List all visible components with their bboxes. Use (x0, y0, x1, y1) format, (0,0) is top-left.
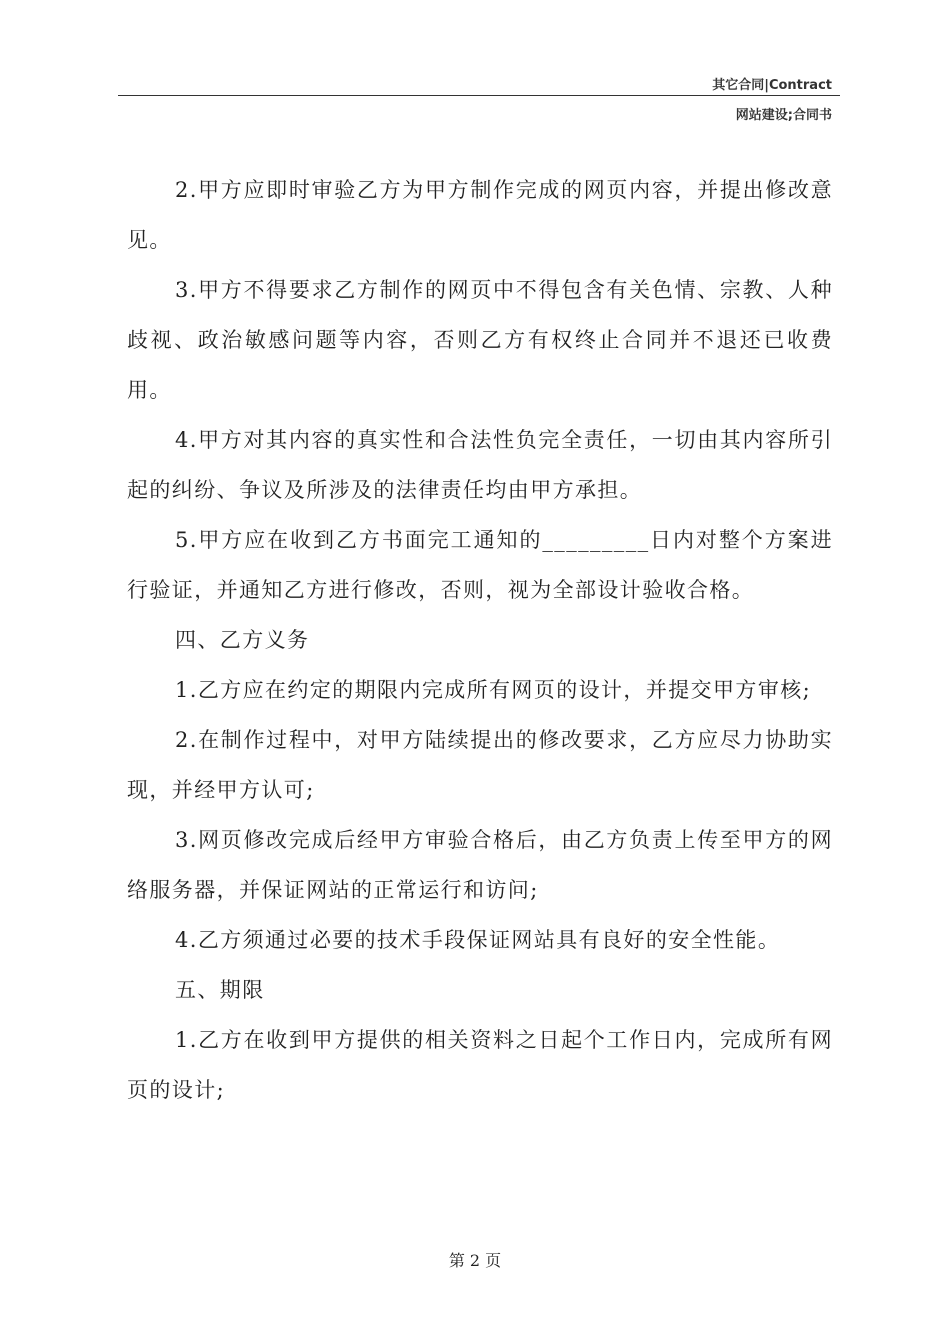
paragraph-clause-3: 3.甲方不得要求乙方制作的网页中不得包含有关色情、宗教、人种歧视、政治敏感问题等内容，否则乙方有权终止合同并不退还已收费用。 (127, 278, 833, 402)
section-heading-party-b-obligations: 四、乙方义务 (175, 628, 310, 652)
paragraph-b-clause-1: 1.乙方应在约定的期限内完成所有网页的设计，并提交甲方审核; (175, 678, 812, 702)
header-divider (118, 95, 840, 96)
paragraph-b-clause-3: 3.网页修改完成后经甲方审验合格后，由乙方负责上传至甲方的网络服务器，并保证网站的正常运行和访问; (127, 828, 833, 902)
paragraph-b-clause-2: 2.在制作过程中，对甲方陆续提出的修改要求，乙方应尽力协助实现，并经甲方认可; (127, 728, 833, 802)
paragraph-b-clause-4: 4.乙方须通过必要的技术手段保证网站具有良好的安全性能。 (175, 928, 781, 952)
header-subtitle: 网站建设;合同书 (735, 108, 832, 123)
paragraph-clause-5: 5.甲方应在收到乙方书面完工通知的_________日内对整个方案进行验证，并通知乙方进行修改，否则，视为全部设计验收合格。 (127, 528, 833, 602)
paragraph-term-clause-1: 1.乙方在收到甲方提供的相关资料之日起个工作日内，完成所有网页的设计; (127, 1028, 833, 1102)
page-number: 第 2 页 (448, 1251, 502, 1270)
header-category: 其它合同|Contract (712, 78, 832, 93)
section-heading-term: 五、期限 (175, 978, 265, 1002)
paragraph-clause-4: 4.甲方对其内容的真实性和合法性负完全责任，一切由其内容所引起的纠纷、争议及所涉及的法律责任均由甲方承担。 (127, 428, 833, 502)
paragraph-clause-2: 2.甲方应即时审验乙方为甲方制作完成的网页内容，并提出修改意见。 (127, 178, 833, 252)
page-header (118, 72, 840, 132)
document-body (127, 165, 833, 1115)
